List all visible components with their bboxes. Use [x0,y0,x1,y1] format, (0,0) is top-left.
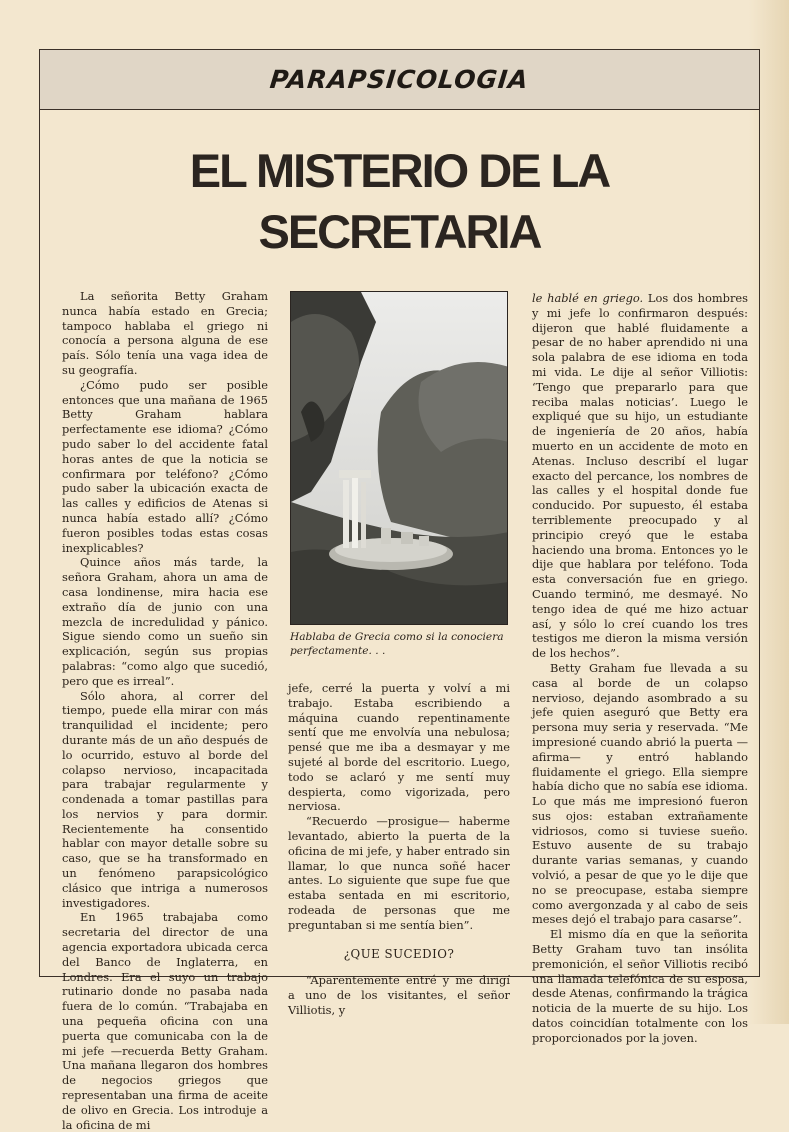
subheading: ¿QUE SUCEDIO? [343,946,455,961]
article-frame [39,49,760,1132]
tholos-image [291,292,508,625]
paragraph: Quince años más tarde, la señora Graham, ahora un ama de casa londinense, mira hacia ese extraño día de junio con una mezcla de incredulidad y pánico. Sigue siendo como un sueño sin explicación, según sus propias palabras: “como algo que sucedió, pero que es irreal”. [62,555,268,688]
column-3 [532,291,748,1046]
paragraph: En 1965 trabajaba como secretaria del director de una agencia exportadora ubicada cerca del Banco de Inglaterra, en Londres. Era el suyo un trabajo rutinario donde no pasaba nada fuera de lo común. “Trabajaba en una pequeña oficina con una puerta que comunicaba con la de mi jefe —recuerda Betty Graham. Una mañana llegaron dos hombres de negocios griegos que representaban una firma de aceite de olivo en Grecia. Los introduje a la oficina de mi [62,910,268,1132]
paragraph: El mismo día en que la señorita Betty Graham tuvo tan insólita premonición, el señor Villiotis recibó una llamada telefónica de su esposa, desde Atenas, confirmando la trágica noticia de la muerte de su hijo. Los datos coincidían totalmente con los proporcionados por la joven. [532,927,748,1045]
article-title-line-1: EL MISTERIO DE LA [189,144,610,197]
paragraph: jefe, cerré la puerta y volví a mi trabajo. Estaba escribiendo a máquina cuando repentinamente sentí que me envolvía una nebulosa; pensé que me iba a desmayar y me sujeté al borde del escritorio. Luego, todo se aclaró y me sentí muy despierta, como vigorizada, pero nerviosa. [288,681,510,814]
paragraph: La señorita Betty Graham nunca había estado en Grecia; tampoco hablaba el griego ni conocía a persona alguna de ese país. Sólo tenía una vaga idea de su geografía. [62,289,268,377]
paragraph: Betty Graham fue llevada a su casa al borde de un colapso nervioso, dejando asombrado a su jefe quien aseguró que Betty era persona muy seria y reservada. “Me impresioné cuando abrió la puerta —afirma— y entró hablando fluidamente el griego. Ella siempre había dicho que no sabía ese idioma. Lo que más me impresionó fueron sus ojos: estaban extrañamente vidriosos, como si tuviese sueño. Estuvo ausente de su trabajo durante varias semanas, y cuando volvió, a pesar de que yo le dije que no se preocupase, estaba siempre como avergonzada y al cabo de seis meses dejó el trabajo para casarse”. [532,660,748,927]
paragraph [532,291,748,661]
paragraph-text: Los dos hombres y mi jefe lo confirmaron después: dijeron que hablé fluidamente a pesar de no haber aprendido ni una sola palabra de ese idioma en toda mi vida. Le dije al señor Villiotis: ‘Tengo que prepararlo para que reciba malas noticias’. Luego le expliqué que su hijo, un estudiante de ingeniería de 20 años, había muerto en un accidente de moto en Atenas. Incluso describí el lugar exacto del percance, los nombres de las calles y el hospital donde fue conducido. Por supuesto, él estaba terriblemente preocupado y al principio creyó que le estaba haciendo una broma. Entonces yo le dije que hablara por teléfono. Toda esta conversación fue en griego. Cuando terminó, me desmayé. No tengo idea de qué me hizo actuar así, y sólo lo creí cuando los tres testigos me dieron la misma versión de los hechos”. [532,291,748,661]
italic-phrase: le hablé en griego. [532,291,644,305]
section-header [40,50,759,110]
section-label: PARAPSICOLOGIA [268,65,531,94]
paragraph: Sólo ahora, al correr del tiempo, puede ella mirar con más tranquilidad el incidente; pero durante más de un año después de lo ocurrido, estuvo al borde del colapso nervioso, incapacitada para trabajar regularmente y condenada a tomar pastillas para los nervios y para dormir. Recientemente ha consentido hablar con mayor detalle sobre su caso, que se ha transformado en un fenómeno parapsicológico clásico que intriga a numerosos investigadores. [62,688,268,910]
ruins-photo [290,291,508,625]
paragraph: “Aparentemente entré y me dirigí a uno de los visitantes, el señor Villiotis, y [288,973,510,1017]
column-2 [288,681,510,1018]
article-title-line-2: SECRETARIA [258,205,541,258]
paragraph: “Recuerdo —prosigue— haberme levantado, abierto la puerta de la oficina de mi jefe, y haber entrado sin llamar, lo que nunca soñé hacer antes. Lo siguiente que supe fue que estaba sentada en mi escritorio, rodeada de personas que me preguntaban si me sentía bien”. [288,814,510,932]
paragraph: ¿Cómo pudo ser posible entonces que una mañana de 1965 Betty Graham hablara perfectamente ese idioma? ¿Cómo pudo saber lo del accidente fatal horas antes de que la noticia se confirmara por teléfono? ¿Cómo pudo saber la ubicación exacta de las calles y edificios de Atenas si nunca había estado allí? ¿Cómo fueron posibles todas estas cosas inexplicables? [62,377,268,555]
column-1 [62,289,268,1132]
photo-caption: Hablaba de Grecia como si la conociera perfectamente. . . [290,631,504,657]
